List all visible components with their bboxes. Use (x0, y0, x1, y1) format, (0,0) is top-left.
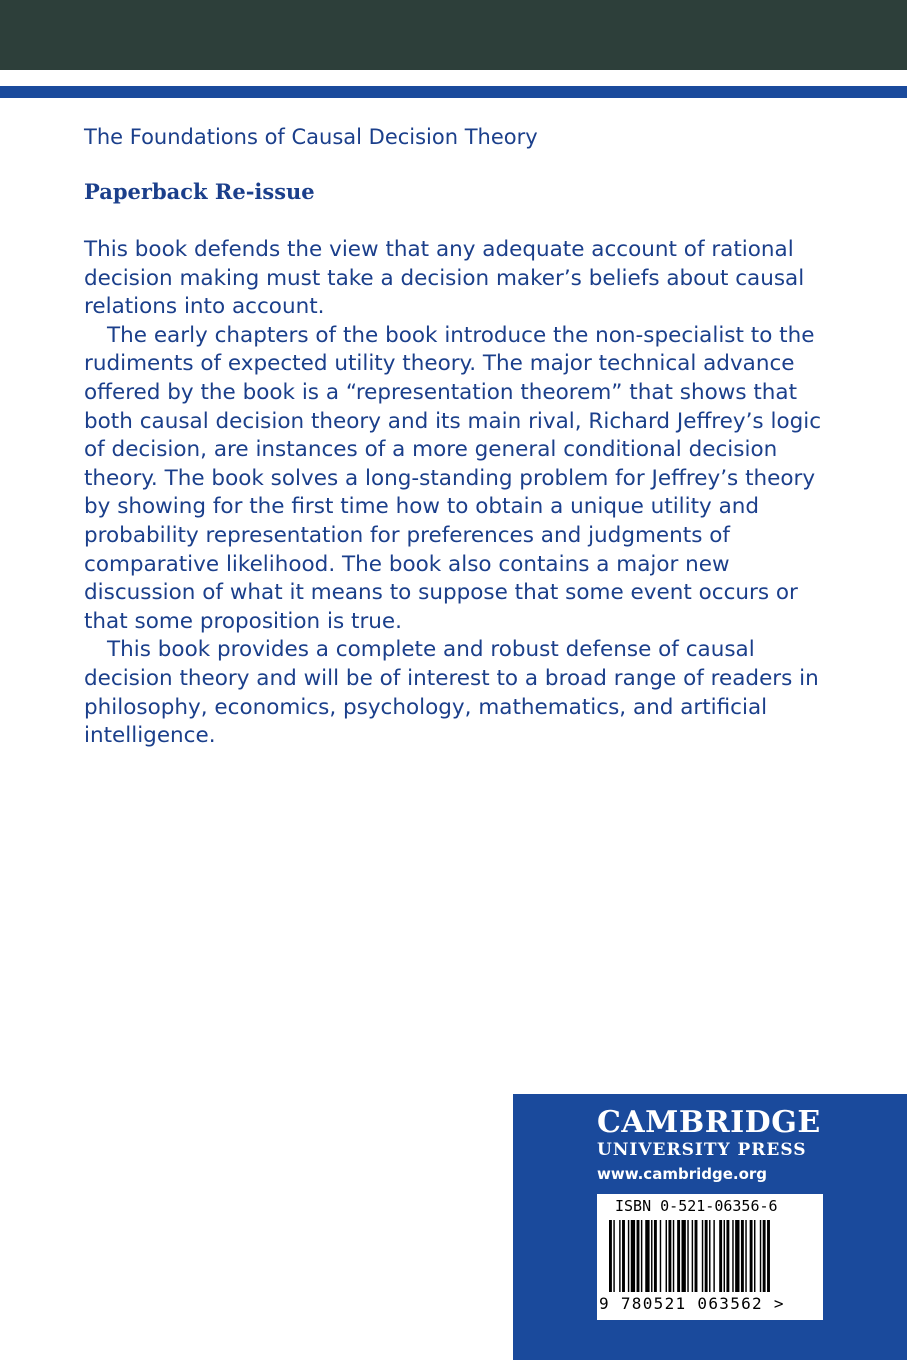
publisher-panel (513, 1094, 907, 1360)
edition-label: Paperback Re-issue (84, 179, 315, 204)
blurb-paragraph: This book defends the view that any adequate account of rational decision making must take a decision maker’s beliefs about causal relations into account. (84, 237, 805, 320)
publisher-subname: UNIVERSITY PRESS (597, 1140, 807, 1160)
white-spacer (0, 70, 907, 86)
top-color-band (0, 0, 907, 70)
publisher-name: CAMBRIDGE (597, 1105, 821, 1140)
barcode-icon (597, 1194, 823, 1298)
back-cover-content (84, 120, 824, 751)
publisher-url: www.cambridge.org (597, 1165, 768, 1183)
isbn-label: ISBN 0-521-06356-6 (615, 1197, 778, 1215)
blurb (84, 236, 824, 751)
barcode-box (597, 1194, 823, 1320)
blurb-paragraph: This book provides a complete and robust defense of causal decision theory and will be of interest to a broad range of readers in philosophy, economics, psychology, mathematics, and artificial intelligence. (84, 637, 819, 749)
blue-rule (0, 86, 907, 98)
book-title: The Foundations of Causal Decision Theory (84, 125, 538, 149)
blurb-paragraph: The early chapters of the book introduce the non-specialist to the rudiments of expected utility theory. The major technical advance offered by the book is a “representation theorem” that shows that both causal decision theory and its main rival, Richard Jeffrey’s logic of decision, are instances of a more general conditional decision theory. The book solves a long-standing problem for Jeffrey’s theory by showing for the first time how to obtain a unique utility and probability representation for preferences and judgments of comparative likelihood. The book also contains a major new discussion of what it means to suppose that some event occurs or that some proposition is true. (84, 322, 822, 634)
ean-digits: 9 780521 063562 > (599, 1294, 785, 1313)
